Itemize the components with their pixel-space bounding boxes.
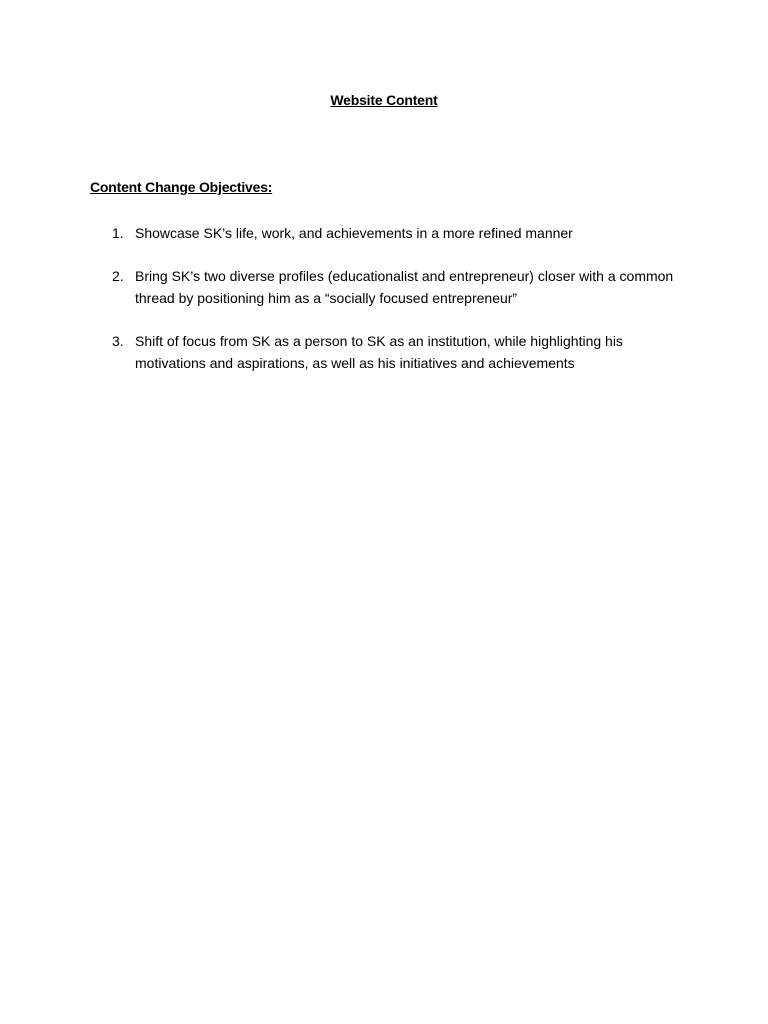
objective-text: Showcase SK’s life, work, and achievements in a more refined manner — [135, 225, 573, 241]
objective-item-2 — [0, 265, 768, 309]
document-title: Website Content — [330, 92, 438, 108]
objectives-list — [0, 222, 768, 395]
objective-item-3 — [0, 330, 768, 374]
objective-number: 1. — [112, 225, 124, 241]
objective-text: Shift of focus from SK as a person to SK as an institution, while highlighting his motivations and aspirations, as well as his initiatives and achievements — [135, 333, 623, 371]
objective-number: 3. — [112, 333, 124, 349]
objective-item-1 — [0, 222, 768, 244]
objective-text: Bring SK’s two diverse profiles (educationalist and entrepreneur) closer with a common thread by positioning him as a “socially focused entrepreneur” — [135, 268, 674, 306]
objective-number: 2. — [112, 268, 124, 284]
section-heading: Content Change Objectives: — [90, 179, 273, 195]
